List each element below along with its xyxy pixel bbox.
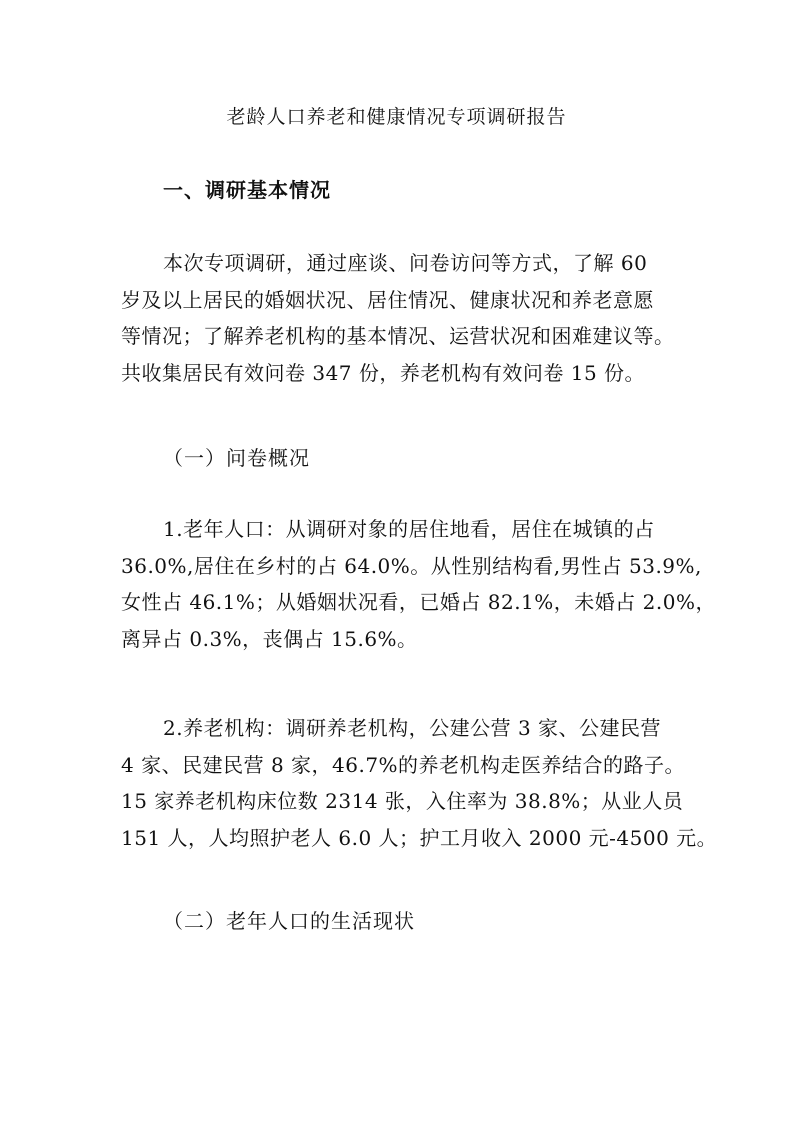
paragraph-line: 女性占 46.1%；从婚姻状况看，已婚占 82.1%，未婚占 2.0%， [121, 590, 716, 614]
intro-line: 共收集居民有效问卷 347 份，养老机构有效问卷 15 份。 [121, 360, 646, 385]
paragraph-line: 36.0%,居住在乡村的占 64.0%。从性别结构看,男性占 53.9%, [121, 553, 702, 578]
intro-paragraph [121, 245, 681, 391]
section-heading-basic-info: 一、调研基本情况 [163, 178, 331, 202]
paragraph-line: 151 人，人均照护老人 6.0 人；护工月收入 2000 元-4500 元。 [121, 825, 718, 850]
intro-line: 本次专项调研，通过座谈、问卷访问等方式，了解 60 [163, 251, 648, 275]
paragraph-line: 4 家、民建民营 8 家，46.7%的养老机构走医养结合的路子。 [121, 752, 686, 777]
paragraph-line: 15 家养老机构床位数 2314 张，入住率为 38.8%；从业人员 [121, 789, 684, 813]
paragraph-line: 2.养老机构：调研养老机构，公建公营 3 家、公建民营 [163, 716, 662, 740]
document-title: 老龄人口养老和健康情况专项调研报告 [226, 106, 567, 128]
elderly-care-institutions-paragraph [121, 710, 718, 856]
intro-line: 岁及以上居民的婚姻状况、居住情况、健康状况和养老意愿 [121, 287, 654, 312]
subsection-heading-questionnaire: （一）问卷概况 [163, 446, 310, 470]
paragraph-line: 1.老年人口：从调研对象的居住地看，居住在城镇的占 [163, 517, 655, 541]
elderly-population-paragraph [121, 511, 716, 657]
paragraph-line: 离异占 0.3%，丧偶占 15.6%。 [121, 626, 418, 651]
subsection-heading-living-status: （二）老年人口的生活现状 [163, 909, 415, 933]
intro-line: 等情况；了解养老机构的基本情况、运营状况和困难建议等。 [121, 324, 675, 348]
